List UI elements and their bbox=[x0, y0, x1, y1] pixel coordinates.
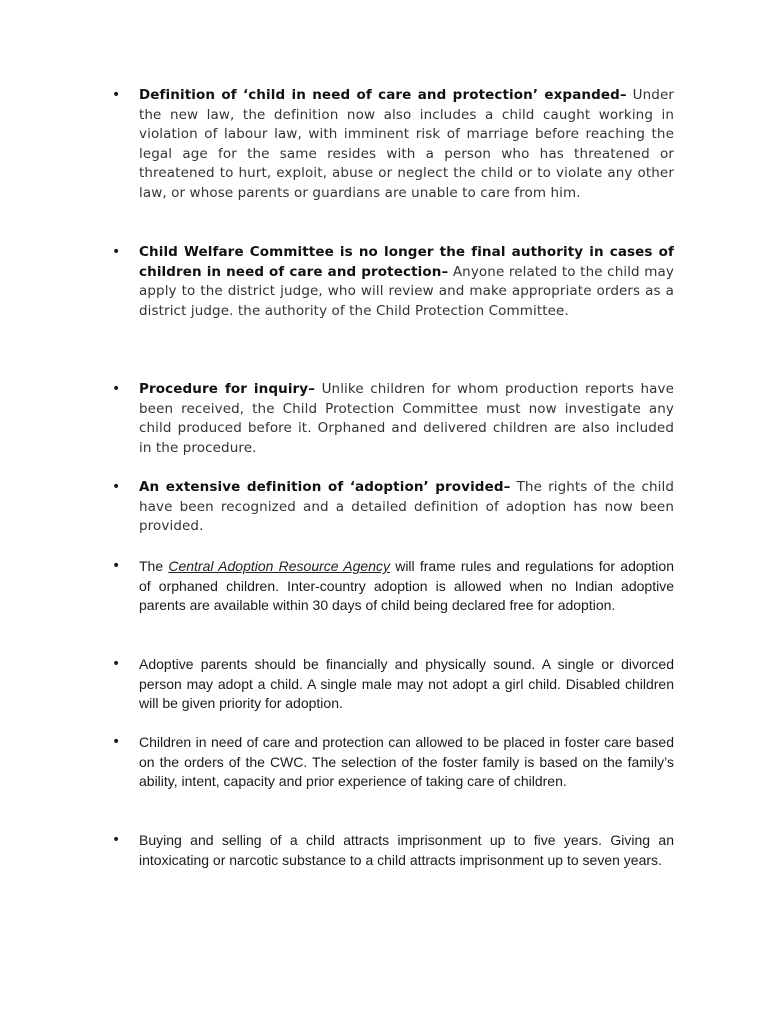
bullet-icon: • bbox=[112, 558, 121, 574]
item-heading: Definition of ‘child in need of care and protection’ expanded bbox=[139, 87, 620, 103]
bullet-icon: • bbox=[112, 381, 121, 397]
bullet-icon: • bbox=[112, 734, 121, 750]
list-item-text bbox=[139, 380, 674, 458]
list-item bbox=[112, 243, 674, 321]
list-item-text bbox=[139, 557, 674, 616]
item-body: The rights of the child have been recognized and a detailed definition of adoption has now been provided. bbox=[139, 479, 674, 535]
list-item bbox=[112, 733, 674, 792]
item-dash: – bbox=[503, 479, 511, 495]
list-item bbox=[112, 655, 674, 714]
list-item bbox=[112, 478, 674, 537]
list-item-text: Buying and selling of a child attracts imprisonment up to five years. Giving an intoxicating or narcotic substance to a child attracts imprisonment up to seven years. bbox=[139, 832, 674, 868]
list-item-text bbox=[139, 243, 674, 321]
bullet-icon: • bbox=[112, 656, 121, 672]
bullet-icon: • bbox=[112, 832, 121, 848]
item-body: Under the new law, the definition now also includes a child caught working in violation of labour law, with imminent risk of marriage before reaching the legal age for the same resides with a person who has threatened or threatened to hurt, exploit, abuse or neglect the child or to violate any other law, or whose parents or guardians are unable to care from him. bbox=[139, 87, 674, 201]
list-item-text: Adoptive parents should be financially and physically sound. A single or divorced person may adopt a child. A single male may not adopt a girl child. Disabled children will be given priority for adoption. bbox=[139, 656, 674, 712]
item-prefix: The bbox=[139, 558, 169, 574]
list-item bbox=[112, 86, 674, 204]
bullet-icon: • bbox=[112, 87, 121, 103]
list-item-text bbox=[139, 478, 674, 537]
item-heading: Child Welfare Committee is no longer the final authority in cases of children in need of care and protection bbox=[139, 244, 674, 280]
item-dash: – bbox=[308, 381, 316, 397]
list-item-text bbox=[139, 86, 674, 204]
item-heading: Procedure for inquiry bbox=[139, 381, 309, 397]
item-dash: – bbox=[441, 263, 449, 280]
item-suffix: will frame rules and regulations for adoption of orphaned children. Inter-country adoption is allowed when no Indian adoptive parents are available within 30 days of child being declared free for adoption. bbox=[139, 558, 674, 614]
bullet-icon: • bbox=[112, 479, 121, 495]
item-body: Unlike children for whom production reports have been received, the Child Protection Committee must now investigate any child produced before it. Orphaned and delivered children are also included in the procedure. bbox=[139, 381, 674, 456]
list-item bbox=[112, 557, 674, 616]
item-dash: – bbox=[619, 87, 627, 103]
bullet-icon: • bbox=[112, 244, 121, 260]
central-adoption-resource-agency-link[interactable]: Central Adoption Resource Agency bbox=[168, 558, 390, 574]
list-item bbox=[112, 831, 674, 870]
list-item-text: Children in need of care and protection can allowed to be placed in foster care based on the orders of the CWC. The selection of the foster family is based on the family’s ability, intent, capacity and prior experience of taking care of children. bbox=[139, 734, 674, 790]
item-heading: An extensive definition of ‘adoption’ provided bbox=[139, 479, 504, 495]
list-item bbox=[112, 380, 674, 458]
item-body: Anyone related to the child may apply to the district judge, who will review and make appropriate orders as a district judge. the authority of the Child Protection Committee. bbox=[139, 263, 674, 319]
